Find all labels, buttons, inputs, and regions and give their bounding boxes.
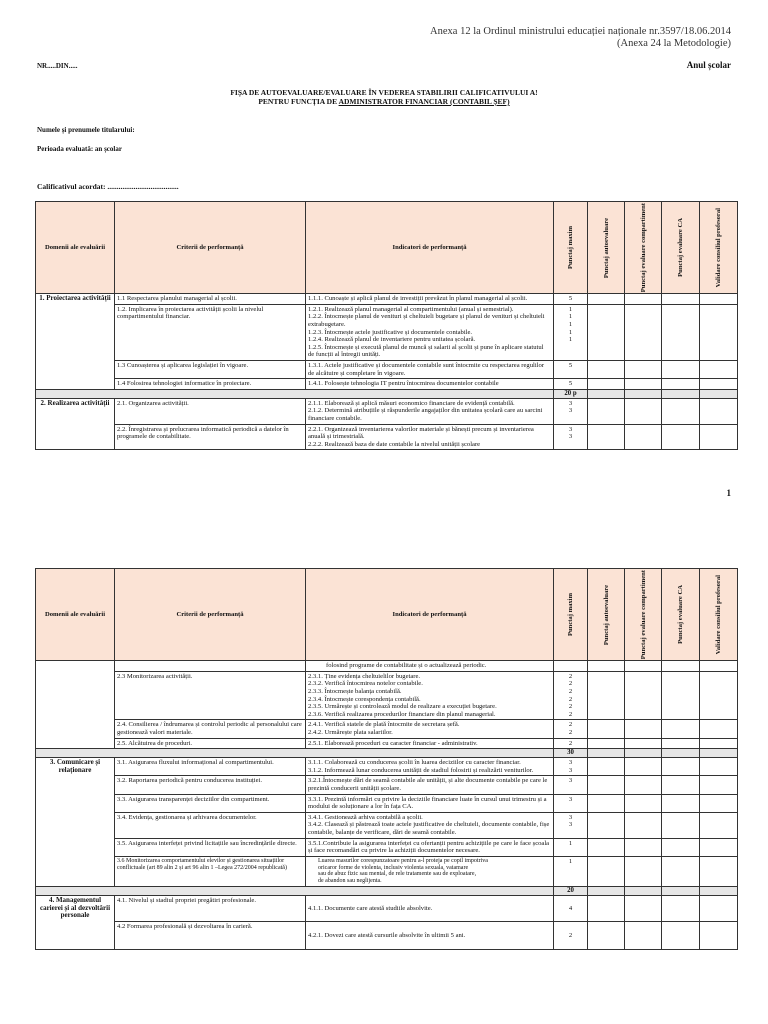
indicator-cell bbox=[306, 379, 554, 390]
input-cell[interactable] bbox=[662, 720, 700, 738]
table-row bbox=[36, 661, 738, 672]
criterion-cell: 3.1. Asigurarea fluxului informațional al compartimentului. bbox=[115, 758, 306, 776]
score-value: 1 bbox=[568, 305, 573, 313]
score-value: 2 bbox=[568, 695, 573, 703]
indicator-line: 2.3.3. Întocmește balanța contabilă. bbox=[308, 688, 402, 696]
col-punctaj-maxim: Punctaj maxim bbox=[554, 202, 588, 294]
input-cell[interactable] bbox=[700, 424, 738, 450]
input-cell[interactable] bbox=[700, 776, 738, 794]
input-cell[interactable] bbox=[700, 294, 738, 305]
criterion-cell: 3.2. Raportarea periodică pentru conducerea instituției. bbox=[115, 776, 306, 794]
criterion-cell: 1.4 Folosirea tehnologiei informatice în proiectare. bbox=[115, 379, 306, 390]
indicator-line: 3.5.1.Contribuie la asigurarea interfeței cu ofertanții pentru achizițiile pe care le face școala și face recomandări cu privire la achiziții documentelor necesare. bbox=[308, 839, 550, 855]
score-value: 3 bbox=[568, 821, 573, 829]
col-evaluare-ca: Punctaj evaluare CA bbox=[662, 569, 700, 661]
indicator-line: 2.4.2. Urmărește plata salariilor. bbox=[308, 729, 393, 736]
input-cell[interactable] bbox=[700, 671, 738, 720]
total-row bbox=[36, 749, 738, 758]
score-value: 1 bbox=[568, 328, 573, 336]
max-score-cell bbox=[554, 398, 588, 424]
page-number: 1 bbox=[726, 488, 731, 498]
indicator-line: oricaror forme de violenta, inclusiv violenta sexuala, vatamare bbox=[318, 864, 469, 871]
score-value: 3 bbox=[568, 766, 573, 774]
indicator-line: 4.1.1. Documente care atestă studiile absolvite. bbox=[308, 904, 433, 912]
evaluation-table-page-2 bbox=[35, 568, 738, 950]
indicator-line: 2.4.1. Verifică statele de plată întocmite de secretara șefă. bbox=[308, 721, 460, 729]
criterion-cell: 2.1. Organizarea activității. bbox=[115, 398, 306, 424]
col-criterii: Criterii de performanță bbox=[115, 569, 306, 661]
score-value: 5 bbox=[568, 380, 573, 388]
input-cell[interactable] bbox=[700, 812, 738, 838]
input-cell[interactable] bbox=[700, 838, 738, 856]
indicator-cell bbox=[306, 921, 554, 949]
score-value: 3 bbox=[568, 399, 573, 407]
max-score-cell bbox=[554, 838, 588, 856]
input-cell[interactable] bbox=[700, 856, 738, 886]
indicator-line: 1.2.5. Întocmește și execută planul de muncă și salarii al școlii și pune în aplicare statutul de funcții al întregii unități. bbox=[308, 343, 544, 359]
criterion-cell-continued bbox=[115, 661, 306, 672]
table-row bbox=[36, 738, 738, 749]
input-cell[interactable] bbox=[700, 794, 738, 812]
input-cell[interactable] bbox=[625, 758, 662, 776]
annex-line-1: Anexa 12 la Ordinul ministrului educației naționale nr.3597/18.06.2014 bbox=[430, 26, 731, 37]
table-row bbox=[36, 671, 738, 720]
indicator-line: 1.2.2. Întocmește planul de venituri și cheltuieli bugetare și planul de venituri și cheltuieli extrabugetare. bbox=[308, 313, 545, 329]
input-cell[interactable] bbox=[625, 671, 662, 720]
input-cell[interactable] bbox=[588, 856, 625, 886]
annex-line-2: (Anexa 24 la Metodologie) bbox=[616, 38, 731, 49]
indicator-cell bbox=[306, 294, 554, 305]
score-value: 3 bbox=[568, 425, 573, 433]
score-value: 2 bbox=[568, 729, 573, 736]
field-perioada: Perioada evaluată: an școlar bbox=[37, 145, 122, 153]
input-cell[interactable] bbox=[588, 424, 625, 450]
criterion-cell: 3.4. Evidența, gestionarea și arhivarea documentelor. bbox=[115, 812, 306, 838]
criterion-cell: 1.3 Cunoașterea și aplicarea legislației în vigoare. bbox=[115, 361, 306, 379]
indicator-line: de abandon sau neglijenta. bbox=[318, 878, 382, 885]
input-cell[interactable] bbox=[625, 776, 662, 794]
input-cell[interactable] bbox=[662, 758, 700, 776]
indicator-line: 1.3.1. Actele justificative și documentele contabile sunt întocmite cu respectarea regulilor de alcătuire și completare în vigoare. bbox=[308, 362, 545, 377]
table-row bbox=[36, 379, 738, 390]
indicator-cell bbox=[306, 720, 554, 738]
table-row bbox=[36, 720, 738, 738]
indicator-line: 2.1.1. Elaborează și aplică măsuri economico financiare de evidență contabilă. bbox=[308, 399, 515, 407]
max-score-cell bbox=[554, 794, 588, 812]
score-value: 3 bbox=[568, 433, 573, 441]
input-cell[interactable] bbox=[625, 424, 662, 450]
col-domenii: Domenii ale evaluării bbox=[36, 569, 115, 661]
indicator-cell bbox=[306, 895, 554, 921]
domain-cell: 1. Proiectarea activității bbox=[36, 294, 115, 390]
score-value: 2 bbox=[568, 688, 573, 696]
table-row bbox=[36, 838, 738, 856]
criterion-cell: 2.5. Alcătuirea de proceduri. bbox=[115, 738, 306, 749]
score-value: 2 bbox=[568, 680, 573, 688]
anul-scolar: Anul școlar bbox=[686, 60, 731, 70]
evaluation-table-page-1 bbox=[35, 201, 738, 450]
input-cell[interactable] bbox=[662, 671, 700, 720]
indicator-line: 2.3.5. Urmărește și controlează modul de realizare a execuției bugetare. bbox=[308, 703, 497, 711]
col-validare: Validare consiliul profesoral bbox=[700, 202, 738, 294]
input-cell[interactable] bbox=[662, 921, 700, 949]
input-cell[interactable] bbox=[662, 776, 700, 794]
max-score-cell bbox=[554, 671, 588, 720]
input-cell[interactable] bbox=[662, 398, 700, 424]
total-row bbox=[36, 886, 738, 895]
criterion-cell: 1.2. Implicarea în proiectarea activității școlii la nivelul compartimentului financiar. bbox=[115, 304, 306, 360]
score-value: 3 bbox=[568, 795, 573, 803]
input-cell[interactable] bbox=[625, 720, 662, 738]
input-cell[interactable] bbox=[662, 424, 700, 450]
col-validare: Validare consiliul profesoral bbox=[700, 569, 738, 661]
indicator-cell bbox=[306, 812, 554, 838]
max-score-cell bbox=[554, 812, 588, 838]
table-row bbox=[36, 921, 738, 949]
indicator-line: 2.3.1. Ține evidența cheltuielilor bugetare. bbox=[308, 672, 421, 680]
score-value: 1 bbox=[568, 857, 573, 865]
input-cell[interactable] bbox=[700, 304, 738, 360]
table-header-row bbox=[36, 569, 738, 661]
max-score-cell bbox=[554, 720, 588, 738]
indicator-line: 3.3.1. Prezintă informări cu privire la deciziile financiare luate în cursul unui trimestru și a modului de soluționare a lor în fața CA. bbox=[308, 795, 547, 811]
indicator-line: 1.1.1. Cunoaște și aplică planul de investiții prevăzut în planul managerial al școlii. bbox=[308, 295, 528, 303]
indicator-line: 4.2.1. Dovezi care atestă cursurile absolvite în ultimii 5 ani. bbox=[308, 931, 466, 939]
input-cell[interactable] bbox=[625, 304, 662, 360]
input-cell[interactable] bbox=[662, 379, 700, 390]
title-line-1: FIȘA DE AUTOEVALUARE/EVALUARE ÎN VEDEREA STABILIRII CALIFICATIVULUI A! bbox=[230, 88, 538, 97]
domain-cell-continued bbox=[36, 661, 115, 749]
indicator-line: 3.1.2. Informează lunar conducerea unității de stadiul folosirii și realizării veniturilor. bbox=[308, 766, 534, 774]
score-value: 3 bbox=[568, 813, 573, 821]
col-autoevaluare: Punctaj autoevaluare bbox=[588, 202, 625, 294]
input-cell[interactable] bbox=[625, 294, 662, 305]
input-cell[interactable] bbox=[625, 738, 662, 749]
domain-cell: 2. Realizarea activității bbox=[36, 398, 115, 450]
input-cell[interactable] bbox=[662, 794, 700, 812]
document-title bbox=[0, 88, 768, 106]
col-indicatori: Indicatori de performanță bbox=[306, 202, 554, 294]
criterion-cell: 4.2 Formarea profesională și dezvoltarea în carieră. bbox=[115, 921, 306, 949]
table-row bbox=[36, 758, 738, 776]
max-score-cell bbox=[554, 294, 588, 305]
title-role: ADMINISTRATOR FINANCIAR (CONTABIL ȘEF) bbox=[338, 97, 510, 106]
field-calificativ: Calificativul acordat: ...................................... bbox=[37, 182, 179, 191]
input-cell[interactable] bbox=[700, 361, 738, 379]
score-value: 2 bbox=[568, 739, 573, 747]
score-value: 1 bbox=[568, 839, 573, 847]
score-value: 2 bbox=[568, 672, 573, 680]
max-score-cell bbox=[554, 758, 588, 776]
input-cell[interactable] bbox=[588, 294, 625, 305]
indicator-cell bbox=[306, 856, 554, 886]
table-row bbox=[36, 895, 738, 921]
col-autoevaluare: Punctaj autoevaluare bbox=[588, 569, 625, 661]
criterion-cell: 1.1 Respectarea planului managerial al școlii. bbox=[115, 294, 306, 305]
max-score-cell bbox=[554, 304, 588, 360]
indicator-cell bbox=[306, 738, 554, 749]
indicator-line: Luarea masurilor corespunzatoare pentru a-l proteja pe copil impotriva bbox=[318, 857, 488, 864]
criterion-cell: 4.1. Nivelul și stadiul propriei pregătiri profesionale. bbox=[115, 895, 306, 921]
table-row bbox=[36, 398, 738, 424]
input-cell[interactable] bbox=[662, 895, 700, 921]
indicator-cell bbox=[306, 838, 554, 856]
input-cell[interactable] bbox=[625, 361, 662, 379]
indicator-cell bbox=[306, 424, 554, 450]
input-cell[interactable] bbox=[700, 720, 738, 738]
table-row bbox=[36, 776, 738, 794]
col-criterii: Criterii de performanță bbox=[115, 202, 306, 294]
indicator-line: 1.4.1. Folosește tehnologia IT pentru întocmirea documentelor contabile bbox=[308, 380, 499, 388]
indicator-line: 2.5.1. Elaborează proceduri cu caracter financiar - administrativ. bbox=[308, 739, 478, 747]
score-value: 4 bbox=[568, 904, 573, 912]
score-value: 2 bbox=[568, 710, 573, 718]
input-cell[interactable] bbox=[588, 361, 625, 379]
indicator-line: 2.3.4. Întocmește corespondența contabilă. bbox=[308, 695, 421, 703]
max-score-cell bbox=[554, 856, 588, 886]
criterion-cell: 2.2. Înregistrarea și prelucrarea informatică periodică a datelor în programele de contabilitate. bbox=[115, 424, 306, 450]
input-cell[interactable] bbox=[588, 895, 625, 921]
indicator-line: 3.2.1.Întocmește dări de seamă contabile ale unității, și alte documente contabile pe care le prezintă conducerii unității școlare. bbox=[308, 777, 548, 792]
input-cell[interactable] bbox=[625, 838, 662, 856]
indicator-cell bbox=[306, 758, 554, 776]
input-cell[interactable] bbox=[700, 758, 738, 776]
input-cell[interactable] bbox=[662, 294, 700, 305]
max-score-cell bbox=[554, 379, 588, 390]
input-cell[interactable] bbox=[588, 758, 625, 776]
input-cell[interactable] bbox=[662, 361, 700, 379]
table-row bbox=[36, 361, 738, 379]
indicator-line: 1.2.4. Realizează planul de inventariere pentru unitatea școlară. bbox=[308, 336, 476, 344]
indicator-line: 1.2.3. Întocmește actele justificative și documentele contabile. bbox=[308, 328, 473, 336]
score-value: 1 bbox=[568, 336, 573, 344]
input-cell[interactable] bbox=[588, 794, 625, 812]
input-cell[interactable] bbox=[588, 776, 625, 794]
input-cell[interactable] bbox=[700, 738, 738, 749]
nr-din: NR.....DIN..... bbox=[37, 62, 78, 70]
indicator-line: 1.2.1. Realizează planul managerial al compartimentului (anual și semestrial). bbox=[308, 305, 514, 313]
input-cell[interactable] bbox=[588, 921, 625, 949]
input-cell[interactable] bbox=[588, 738, 625, 749]
input-cell[interactable] bbox=[588, 838, 625, 856]
title-line-2-prefix: PENTRU FUNCȚIA DE bbox=[258, 97, 338, 106]
max-score-cell bbox=[554, 776, 588, 794]
indicator-line: 2.3.2. Verifică întocmirea notelor contabile. bbox=[308, 680, 423, 688]
input-cell[interactable] bbox=[588, 720, 625, 738]
indicator-line: 2.2.1. Organizează inventarierea valorilor materiale și bănești precum și inventarierea anuală și trimestrială. bbox=[308, 425, 534, 441]
score-value: 2 bbox=[568, 703, 573, 711]
domain-cell: 4. Managementul carierei și al dezvoltării personale bbox=[36, 895, 115, 949]
input-cell[interactable] bbox=[625, 895, 662, 921]
indicator-cell bbox=[306, 304, 554, 360]
domain-cell: 3. Comunicare și relaționare bbox=[36, 758, 115, 887]
input-cell[interactable] bbox=[625, 794, 662, 812]
input-cell[interactable] bbox=[588, 379, 625, 390]
input-cell[interactable] bbox=[662, 738, 700, 749]
table-row bbox=[36, 856, 738, 886]
indicator-line: 2.3.6. Verifică realizarea procedurilor financiare din planul managerial. bbox=[308, 710, 496, 718]
score-value: 5 bbox=[568, 362, 573, 369]
criterion-cell: 2.3 Monitorizarea activității. bbox=[115, 671, 306, 720]
table-row bbox=[36, 424, 738, 450]
max-score-cell bbox=[554, 361, 588, 379]
score-value: 1 bbox=[568, 321, 573, 329]
table-row bbox=[36, 304, 738, 360]
input-cell[interactable] bbox=[662, 812, 700, 838]
score-value: 2 bbox=[568, 931, 573, 939]
indicator-cell bbox=[306, 361, 554, 379]
max-score-cell bbox=[554, 895, 588, 921]
score-value: 5 bbox=[568, 295, 573, 303]
score-value: 1 bbox=[568, 313, 573, 321]
input-cell[interactable] bbox=[700, 398, 738, 424]
score-value: 2 bbox=[568, 721, 573, 729]
input-cell[interactable] bbox=[588, 304, 625, 360]
table-row bbox=[36, 294, 738, 305]
indicator-cell bbox=[306, 398, 554, 424]
score-value: 3 bbox=[568, 777, 573, 785]
indicator-line: 3.4.1. Gestionează arhiva contabilă a școlii. bbox=[308, 813, 423, 821]
col-indicatori: Indicatori de performanță bbox=[306, 569, 554, 661]
input-cell[interactable] bbox=[588, 398, 625, 424]
indicator-line: 3.4.2. Clasează și păstrează toate actele justificative de cheltuieli, documente contabile, fișe contabile, balanțe de verificare, dări de seamă contabile. bbox=[308, 821, 550, 836]
indicator-cell-continued: folosind programe de contabilitate și o actualizează periodic. bbox=[306, 661, 554, 672]
input-cell[interactable] bbox=[625, 812, 662, 838]
title-line-2 bbox=[0, 97, 768, 106]
total-score: 20 bbox=[554, 886, 588, 895]
col-evaluare-ca: Punctaj evaluare CA bbox=[662, 202, 700, 294]
input-cell[interactable] bbox=[588, 671, 625, 720]
indicator-line: 3.1.1. Colaborează cu conducerea școlii în luarea deciziilor cu caracter financiar. bbox=[308, 759, 521, 767]
indicator-cell bbox=[306, 794, 554, 812]
indicator-line: 2.1.2. Determină atribuțiile și răspunderile angajaților din unitatea școlară care au sarcini financiare contabile. bbox=[308, 407, 543, 422]
total-row bbox=[36, 389, 738, 398]
score-value: 3 bbox=[568, 759, 573, 767]
col-punctaj-maxim: Punctaj maxim bbox=[554, 569, 588, 661]
indicator-line: sau de abuz fizic sau mental, de rele tratamente sau de exploatare, bbox=[318, 871, 477, 878]
input-cell[interactable] bbox=[662, 304, 700, 360]
indicator-cell bbox=[306, 671, 554, 720]
input-cell[interactable] bbox=[700, 921, 738, 949]
indicator-cell bbox=[306, 776, 554, 794]
indicator-line: 2.2.2. Realizează baza de date contabile la nivelul unității școlare bbox=[308, 440, 481, 448]
input-cell[interactable] bbox=[662, 856, 700, 886]
criterion-cell: 3.5. Asigurarea interfeței privind licitațiile sau încredințările directe. bbox=[115, 838, 306, 856]
col-domenii: Domenii ale evaluării bbox=[36, 202, 115, 294]
annex-reference bbox=[430, 26, 731, 50]
table-row bbox=[36, 794, 738, 812]
col-evaluare-compartiment: Punctaj evaluare compartiment bbox=[625, 202, 662, 294]
criterion-cell: 3.3. Asigurarea transparenței deciziilor din compartiment. bbox=[115, 794, 306, 812]
input-cell[interactable] bbox=[700, 379, 738, 390]
max-score-cell bbox=[554, 424, 588, 450]
input-cell[interactable] bbox=[625, 856, 662, 886]
criterion-cell: 2.4. Consilierea / îndrumarea și controlul periodic al personalului care gestionează valori materiale. bbox=[115, 720, 306, 738]
col-evaluare-compartiment: Punctaj evaluare compartiment bbox=[625, 569, 662, 661]
input-cell[interactable] bbox=[700, 895, 738, 921]
total-score: 20 p bbox=[554, 389, 588, 398]
max-score-cell bbox=[554, 921, 588, 949]
total-score: 30 bbox=[554, 749, 588, 758]
input-cell[interactable] bbox=[662, 838, 700, 856]
input-cell[interactable] bbox=[625, 398, 662, 424]
field-nume: Numele și prenumele titularului: bbox=[37, 126, 135, 134]
input-cell[interactable] bbox=[625, 921, 662, 949]
input-cell[interactable] bbox=[625, 379, 662, 390]
table-row bbox=[36, 812, 738, 838]
table-header-row bbox=[36, 202, 738, 294]
input-cell[interactable] bbox=[588, 812, 625, 838]
score-value: 3 bbox=[568, 407, 573, 415]
max-score-cell bbox=[554, 738, 588, 749]
criterion-cell: 3.6 Monitorizarea comportamentului elevilor și gestionarea situațiilor conflictuale (art 89 alin 2 și art 96 alin 1 –Legea 272/2004 republicată) bbox=[115, 856, 306, 886]
